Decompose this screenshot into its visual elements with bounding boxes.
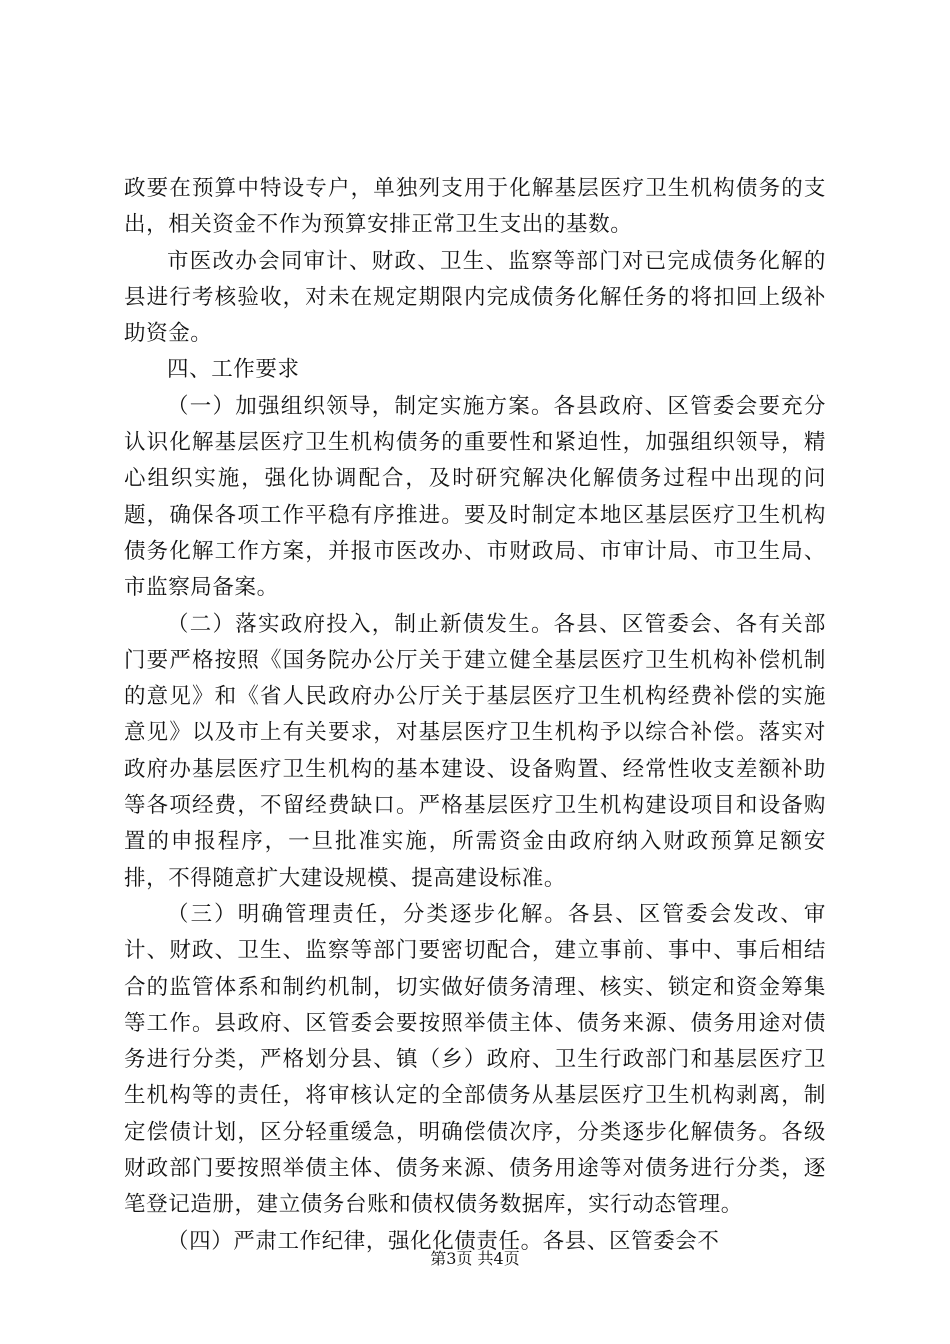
paragraph-requirement-1: （一）加强组织领导，制定实施方案。各县政府、区管委会要充分认识化解基层医疗卫生机构债务的重要性和紧迫性，加强组织领导，精心组织实施，强化协调配合，及时研究解决化解债务过程中出现的问题，确保各项工作平稳有序推进。要及时制定本地区基层医疗卫生机构债务化解工作方案，并报市医改办、市财政局、市审计局、市卫生局、市监察局备案。 <box>124 393 826 601</box>
paragraph-requirement-2: （二）落实政府投入，制止新债发生。各县、区管委会、各有关部门要严格按照《国务院办公厅关于建立健全基层医疗卫生机构补偿机制的意见》和《省人民政府办公厅关于基层医疗卫生机构经费补偿的实施意见》以及市上有关要求，对基层医疗卫生机构予以综合补偿。落实对政府办基层医疗卫生机构的基本建设、设备购置、经常性收支差额补助等各项经费，不留经费缺口。严格基层医疗卫生机构建设项目和设备购置的申报程序，一旦批准实施，所需资金由政府纳入财政预算足额安排，不得随意扩大建设规模、提高建设标准。 <box>124 611 826 891</box>
page-footer <box>0 1246 950 1269</box>
paragraph-requirement-4: （四）严肃工作纪律，强化化债责任。各县、区管委会不 <box>167 1228 720 1254</box>
page-number-label: 第3页 共4页 <box>430 1249 520 1268</box>
paragraph-2: 市医改办会同审计、财政、卫生、监察等部门对已完成债务化解的县进行考核验收，对未在规定期限内完成债务化解任务的将扣回上级补助资金。 <box>124 248 826 347</box>
paragraph-1: 政要在预算中特设专户，单独列支用于化解基层医疗卫生机构债务的支出，相关资金不作为预算安排正常卫生支出的基数。 <box>124 176 826 238</box>
section-heading-work-requirements: 四、工作要求 <box>167 357 300 383</box>
paragraph-requirement-3: （三）明确管理责任，分类逐步化解。各县、区管委会发改、审计、财政、卫生、监察等部门要密切配合，建立事前、事中、事后相结合的监管体系和制约机制，切实做好债务清理、核实、锁定和资金筹集等工作。县政府、区管委会要按照举债主体、债务来源、债务用途对债务进行分类，严格划分县、镇（乡）政府、卫生行政部门和基层医疗卫生机构等的责任，将审核认定的全部债务从基层医疗卫生机构剥离，制定偿债计划，区分轻重缓急，明确偿债次序，分类逐步化解债务。各级财政部门要按照举债主体、债务来源、债务用途等对债务进行分类，逐笔登记造册，建立债务台账和债权债务数据库，实行动态管理。 <box>124 901 826 1218</box>
document-body <box>124 171 826 1260</box>
